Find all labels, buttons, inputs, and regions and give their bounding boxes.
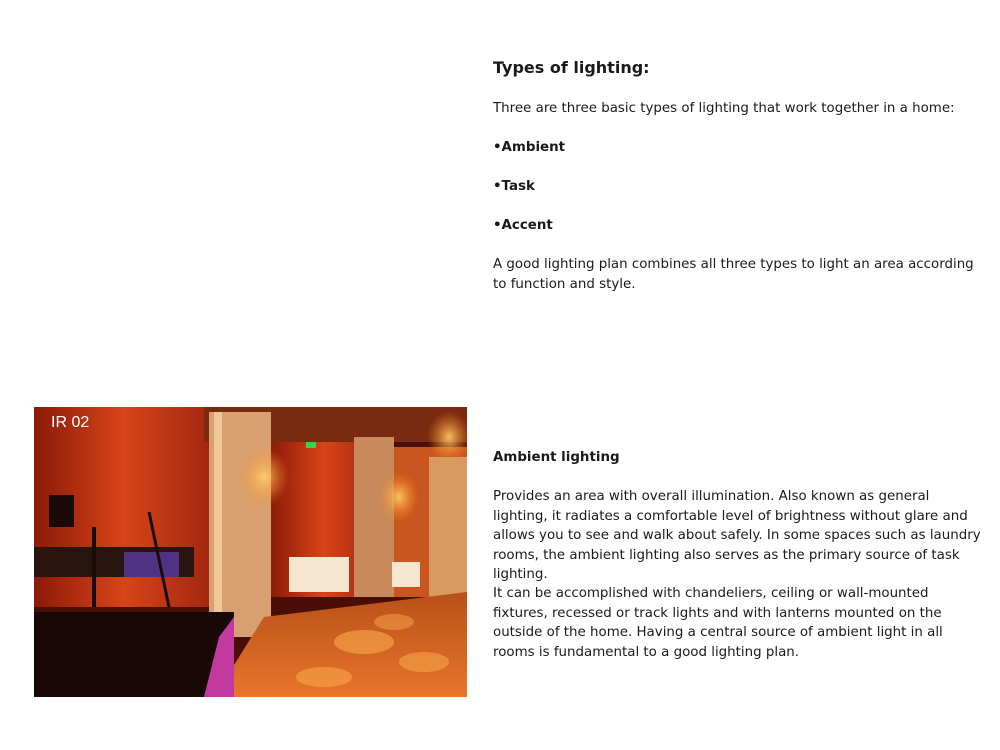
- ballroom-photo: [34, 407, 467, 697]
- page-title: Types of lighting:: [493, 58, 650, 77]
- ambient-paragraph-1: Provides an area with overall illumination. Also known as general lighting, it radiates a comfortable level of brightness without glare and allows you to see and walk about safely. In some spaces such as laundry rooms, the ambient lighting also serves as the primary source of task lighting.: [493, 489, 981, 582]
- bullet-task: •Task: [493, 179, 535, 194]
- bullet-ambient: •Ambient: [493, 140, 566, 155]
- ambient-paragraph-2: It can be accomplished with chandeliers, ceiling or wall-mounted fixtures, recessed or track lights and with lanterns mounted on the outside of the home. Having a central source of ambient light in all rooms is fundamental to a good lighting plan.: [493, 586, 943, 660]
- ambient-heading: Ambient lighting: [493, 450, 620, 465]
- ballroom-illustration: [34, 407, 467, 697]
- intro-text: Three are three basic types of lighting that work together in a home:: [493, 101, 955, 116]
- bullet-accent: •Accent: [493, 218, 553, 233]
- summary-text: A good lighting plan combines all three types to light an area according to function and style.: [493, 257, 974, 292]
- photo-label: IR 02: [51, 414, 90, 431]
